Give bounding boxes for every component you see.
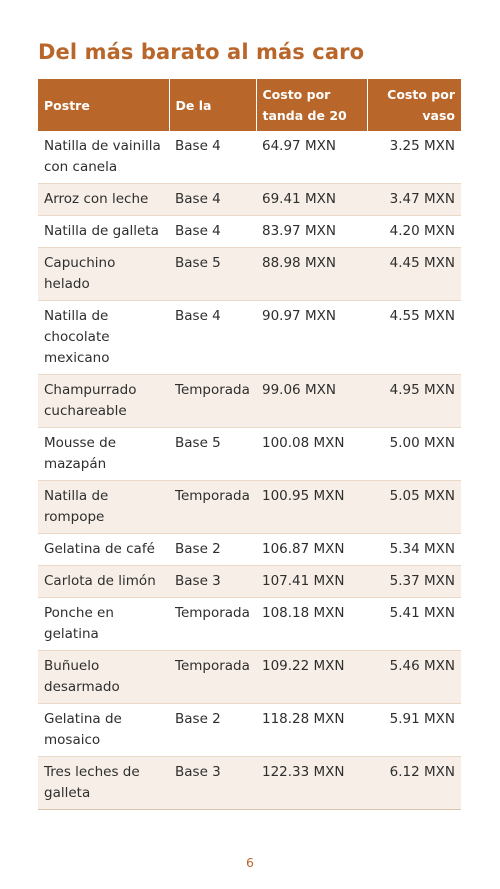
cell-postre: Carlota de limón [38,566,169,598]
table-row [38,301,461,375]
table-row [38,566,461,598]
cell-de-la: Base 2 [169,704,256,757]
cell-de-la: Base 4 [169,216,256,248]
cell-postre: Arroz con leche [38,184,169,216]
cell-costo-tanda: 118.28 MXN [256,704,367,757]
cell-postre: Gelatina de café [38,534,169,566]
header-costo-tanda: Costo por tanda de 20 [256,79,367,131]
cell-costo-vaso: 3.47 MXN [367,184,461,216]
cell-de-la: Base 3 [169,566,256,598]
cell-de-la: Base 4 [169,184,256,216]
table-row [38,534,461,566]
table-row [38,216,461,248]
cell-costo-tanda: 64.97 MXN [256,131,367,184]
table-row [38,184,461,216]
cell-costo-tanda: 90.97 MXN [256,301,367,375]
cell-de-la: Base 5 [169,248,256,301]
cell-de-la: Base 4 [169,131,256,184]
cell-costo-tanda: 99.06 MXN [256,375,367,428]
cell-costo-tanda: 100.95 MXN [256,481,367,534]
cell-postre: Ponche en gelatina [38,598,169,651]
cell-de-la: Temporada [169,598,256,651]
table-row [38,757,461,810]
cell-costo-vaso: 5.46 MXN [367,651,461,704]
table-row [38,481,461,534]
header-costo-vaso: Costo por vaso [367,79,461,131]
cell-costo-vaso: 5.41 MXN [367,598,461,651]
cell-costo-vaso: 6.12 MXN [367,757,461,810]
table-body [38,131,461,810]
cell-postre: Natilla de vainilla con canela [38,131,169,184]
cell-costo-vaso: 5.34 MXN [367,534,461,566]
cell-costo-vaso: 4.20 MXN [367,216,461,248]
cell-costo-tanda: 83.97 MXN [256,216,367,248]
cell-postre: Capuchino helado [38,248,169,301]
header-de-la: De la [169,79,256,131]
cell-de-la: Temporada [169,481,256,534]
page-title: Del más barato al más caro [38,40,365,64]
table-header [38,79,461,131]
cell-postre: Natilla de galleta [38,216,169,248]
table-row [38,248,461,301]
cell-costo-vaso: 4.55 MXN [367,301,461,375]
cell-costo-tanda: 106.87 MXN [256,534,367,566]
cell-postre: Tres leches de galleta [38,757,169,810]
cell-de-la: Base 3 [169,757,256,810]
cell-de-la: Base 5 [169,428,256,481]
cell-postre: Buñuelo desarmado [38,651,169,704]
table-row [38,598,461,651]
header-postre: Postre [38,79,169,131]
table-row [38,704,461,757]
cell-costo-vaso: 4.95 MXN [367,375,461,428]
table-row [38,651,461,704]
cell-costo-vaso: 5.37 MXN [367,566,461,598]
cell-costo-tanda: 122.33 MXN [256,757,367,810]
cell-costo-vaso: 5.91 MXN [367,704,461,757]
cell-postre: Mousse de mazapán [38,428,169,481]
cell-costo-tanda: 108.18 MXN [256,598,367,651]
cell-costo-vaso: 5.05 MXN [367,481,461,534]
cell-costo-vaso: 3.25 MXN [367,131,461,184]
cell-postre: Champurrado cuchareable [38,375,169,428]
table-row [38,428,461,481]
cell-postre: Natilla de chocolate mexicano [38,301,169,375]
cell-costo-tanda: 100.08 MXN [256,428,367,481]
table-row [38,375,461,428]
cell-costo-tanda: 69.41 MXN [256,184,367,216]
cell-de-la: Temporada [169,651,256,704]
cell-costo-vaso: 5.00 MXN [367,428,461,481]
table-row [38,131,461,184]
cell-costo-tanda: 107.41 MXN [256,566,367,598]
cell-costo-tanda: 88.98 MXN [256,248,367,301]
cell-de-la: Base 2 [169,534,256,566]
page-number: 6 [246,855,254,870]
cell-de-la: Base 4 [169,301,256,375]
cell-postre: Natilla de rompope [38,481,169,534]
cell-postre: Gelatina de mosaico [38,704,169,757]
cell-costo-vaso: 4.45 MXN [367,248,461,301]
cell-de-la: Temporada [169,375,256,428]
price-table [38,79,461,810]
cell-costo-tanda: 109.22 MXN [256,651,367,704]
